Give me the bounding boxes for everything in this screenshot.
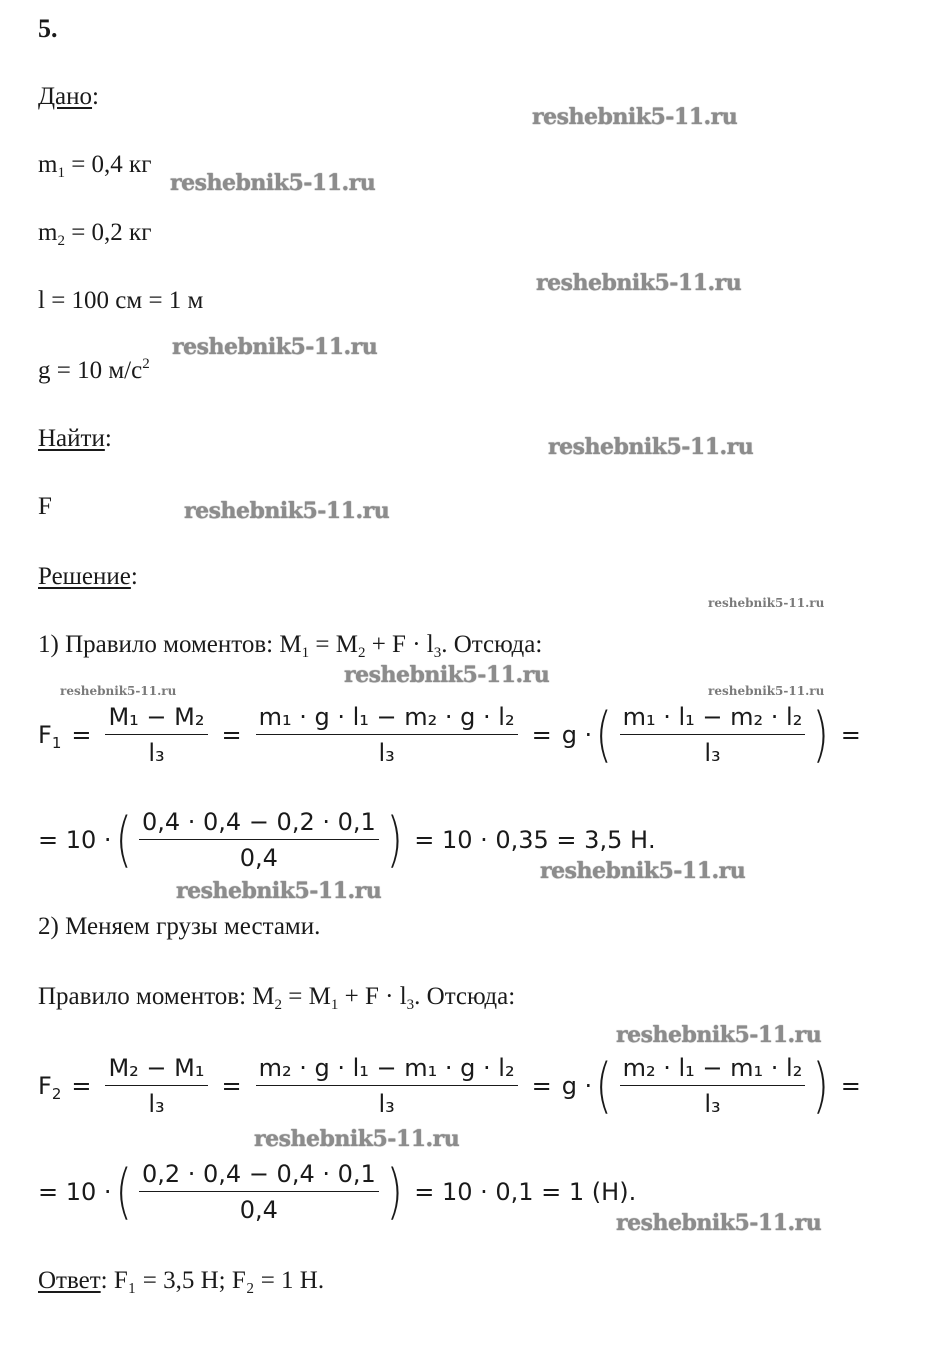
- step2-formula: $F_2$ = $\frac{\text{M₂ − M₁}}{\text{l₃}}$ = $\frac{\text{m₂ · g · l₁ − m₁ · g · l₂}}{\text{l₃}}$ = g · ( $\frac{\text{m₂ · l₁ − m₁ · l₂}}{\text{l₃}}$ ) =: [38, 1051, 861, 1121]
- fraction: $\frac{\text{M₁ − M₂}}{\text{l₃}}$: [105, 703, 207, 767]
- step1-formula: $F_1$ = $\frac{\text{M₁ − M₂}}{\text{l₃}}$ = $\frac{\text{m₁ · g · l₁ − m₂ · g · l₂}}{\text{l₃}}$ = g · ( $\frac{\text{m₁ · l₁ − m₂ · l₂}}{\text{l₃}}$ ) =: [38, 700, 861, 770]
- watermark: reshebnik5-11.ru: [254, 1126, 460, 1152]
- given-m1: $m_1 = 0,4$ кг: [38, 151, 152, 181]
- find-heading: Найти:: [38, 425, 112, 452]
- watermark: reshebnik5-11.ru: [172, 334, 378, 360]
- watermark: reshebnik5-11.ru: [616, 1210, 822, 1236]
- step2-rule: Правило моментов: $M_2 = M_1 + F \cdot l_3$. Отсюда:: [38, 983, 516, 1013]
- solution-heading: Решение:: [38, 563, 138, 590]
- watermark: reshebnik5-11.ru: [184, 498, 390, 524]
- step1-calc: = 10 · ( $\frac{0,4 \cdot 0,4 - 0,2 \cdot 0,1}{0,4}$ ) = 10 · 0,35 = 3,5 Н.: [38, 805, 656, 875]
- watermark: reshebnik5-11.ru: [708, 596, 825, 610]
- watermark: reshebnik5-11.ru: [176, 878, 382, 904]
- problem-number: 5.: [38, 14, 58, 43]
- fraction: $\frac{\text{M₂ − M₁}}{\text{l₃}}$: [105, 1054, 207, 1118]
- step2-calc: = 10 · ( $\frac{0,2 \cdot 0,4 - 0,4 \cdot 0,1}{0,4}$ ) = 10 · 0,1 = 1 (Н).: [38, 1157, 637, 1227]
- fraction: $\frac{\text{m₂ · l₁ − m₁ · l₂}}{\text{l₃}}$: [620, 1054, 806, 1118]
- fraction: $\frac{\text{m₁ · g · l₁ − m₂ · g · l₂}}{\text{l₃}}$: [256, 703, 518, 767]
- watermark: reshebnik5-11.ru: [60, 684, 177, 698]
- fraction: $\frac{0,4 \cdot 0,4 - 0,2 \cdot 0,1}{0,4}$: [139, 808, 379, 872]
- answer: Ответ: F₁ = 3,5 Н; F₂ = 1 Н.: [38, 1267, 325, 1294]
- watermark: reshebnik5-11.ru: [536, 270, 742, 296]
- fraction: $\frac{\text{m₁ · l₁ − m₂ · l₂}}{\text{l₃}}$: [620, 703, 806, 767]
- watermark: reshebnik5-11.ru: [344, 662, 550, 688]
- watermark: reshebnik5-11.ru: [548, 434, 754, 460]
- fraction: $\frac{0,2 \cdot 0,4 - 0,4 \cdot 0,1}{0,4}$: [139, 1160, 379, 1224]
- watermark: reshebnik5-11.ru: [616, 1022, 822, 1048]
- fraction: $\frac{\text{m₂ · g · l₁ − m₁ · g · l₂}}{\text{l₃}}$: [256, 1054, 518, 1118]
- step1-text: 1) Правило моментов: $M_1 = M_2 + F \cdot l_3$. Отсюда:: [38, 631, 543, 661]
- given-length: l = 100 см = 1 м: [38, 287, 204, 314]
- watermark: reshebnik5-11.ru: [170, 170, 376, 196]
- step2-text: 2) Меняем грузы местами.: [38, 913, 321, 940]
- watermark: reshebnik5-11.ru: [540, 858, 746, 884]
- find-value: F: [38, 493, 52, 520]
- watermark: reshebnik5-11.ru: [708, 684, 825, 698]
- given-g: g = 10 $м/с^2$: [38, 356, 150, 384]
- given-m2: $m_2 = 0,2$ кг: [38, 219, 152, 249]
- watermark: reshebnik5-11.ru: [532, 104, 738, 130]
- given-heading: Дано:: [38, 83, 99, 110]
